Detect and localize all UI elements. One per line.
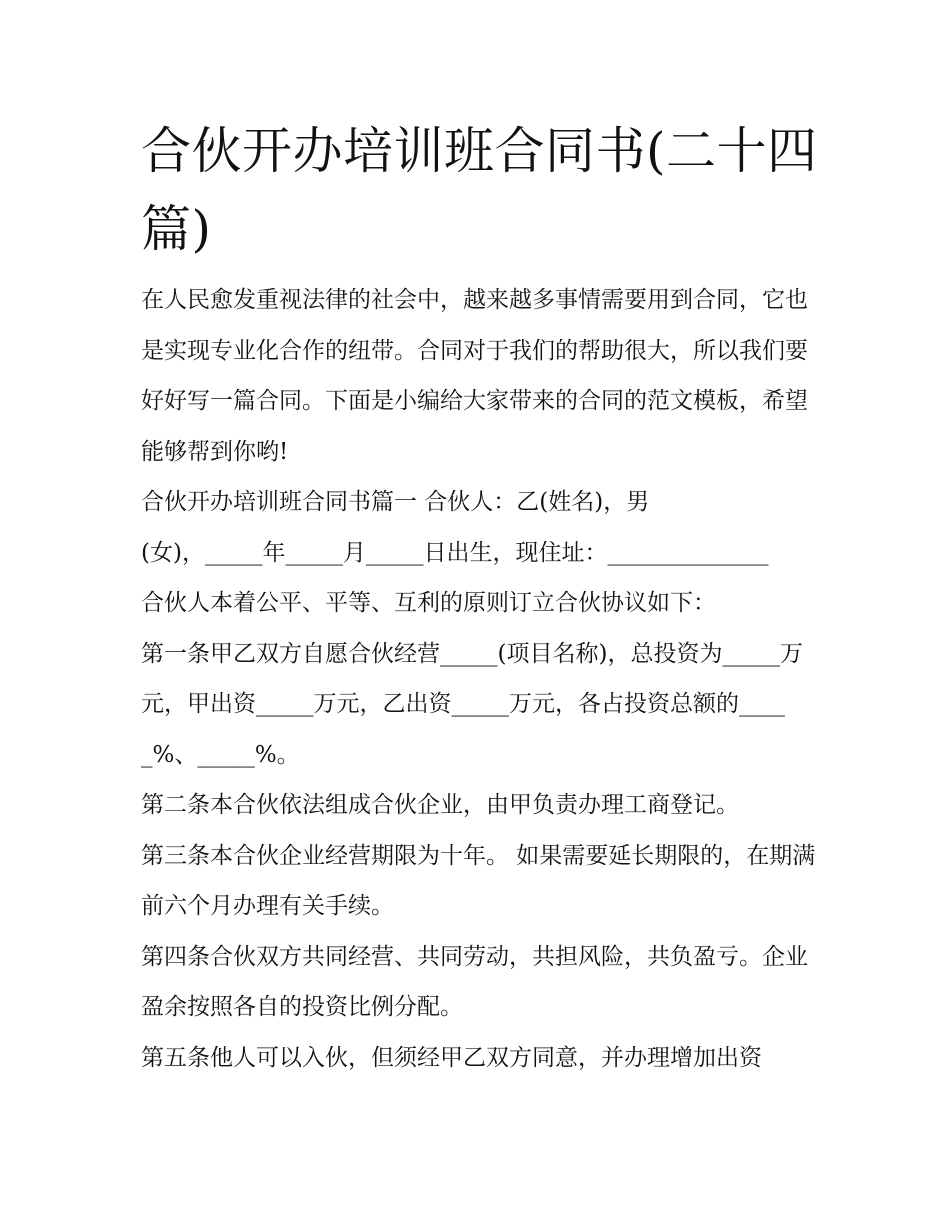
article-5: 第五条他人可以入伙，但须经甲乙双方同意，并办理增加出资: [141, 1044, 762, 1071]
partner-details-line: (女)，_____年_____月_____日出生，现住址：______________: [141, 539, 769, 566]
article-2: 第二条本合伙依法组成合伙企业，由甲负责办理工商登记。: [141, 792, 739, 818]
article-1: 第一条甲乙双方自愿合伙经营_____(项目名称)，总投资为_____万元，甲出资_____万元，乙出资_____万元，各占投资总额的_____%、_____%。: [141, 640, 803, 768]
partner-line: 合伙开办培训班合同书篇一 合伙人：乙(姓名)，男: [141, 489, 650, 515]
document-title: 合伙开办培训班合同书(二十四篇): [141, 122, 818, 258]
article-4: 第四条合伙双方共同经营、共同劳动，共担风险，共负盈亏。企业盈余按照各自的投资比例分配。: [141, 943, 808, 1020]
article-3: 第三条本合伙企业经营期限为十年。 如果需要延长期限的，在期满前六个月办理有关手续。: [141, 842, 816, 919]
document-body: [141, 275, 821, 1083]
agreement-intro: 合伙人本着公平、平等、互利的原则订立合伙协议如下：: [141, 590, 716, 616]
intro-paragraph: 在人民愈发重视法律的社会中，越来越多事情需要用到合同，它也是实现专业化合作的纽带。合同对于我们的帮助很大，所以我们要好好写一篇合同。下面是小编给大家带来的合同的范文模板，希望能够帮到你哟!: [141, 287, 808, 465]
